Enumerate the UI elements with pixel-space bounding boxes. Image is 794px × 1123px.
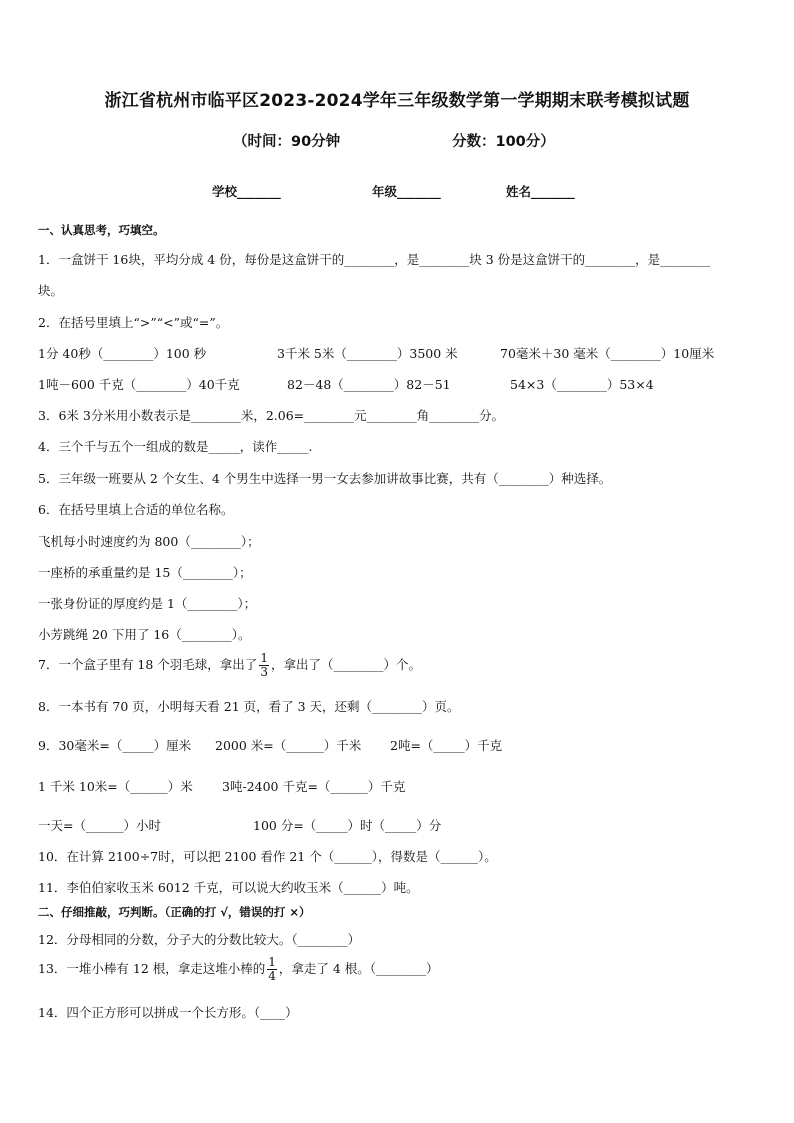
exam-title: 浙江省杭州市临平区2023-2024学年三年级数学第一学期期末联考模拟试题 xyxy=(104,91,690,111)
question-11: 11．李伯伯家收玉米 6012 千克，可以说大约收玉米（______）吨。 xyxy=(38,880,419,895)
question-7-text-before: 7．一个盒子里有 18 个羽毛球，拿出了 xyxy=(38,657,258,672)
school-label: 学校_______ xyxy=(212,184,281,199)
question-7 xyxy=(38,652,421,679)
question-2-item: 3千米 5米（________）3500 米 xyxy=(277,346,458,361)
question-13 xyxy=(38,956,439,983)
section-2-title: 二、仔细推敲，巧判断。（正确的打 √，错误的打 ×） xyxy=(38,905,311,919)
exam-score: 分数：100分） xyxy=(452,134,555,150)
question-2-item: 1吨－600 千克（________）40千克 xyxy=(38,377,240,392)
question-6-item-b: 一座桥的承重量约是 15（________）； xyxy=(38,565,252,580)
question-9-item: 一天=（______）小时 xyxy=(38,818,161,833)
question-7-text-after: ，拿出了（________）个。 xyxy=(270,657,421,672)
question-6-intro: 6．在括号里填上合适的单位名称。 xyxy=(38,502,234,517)
question-9-item: 2000 米=（______）千米 xyxy=(215,738,362,753)
grade-label: 年级_______ xyxy=(372,184,441,199)
fraction-one-third: $\frac{1}{3}$ xyxy=(260,651,268,679)
question-2-item: 1分 40秒（________）100 秒 xyxy=(38,346,207,361)
question-10: 10．在计算 2100÷7时，可以把 2100 看作 21 个（______），得数是（______）。 xyxy=(38,849,497,864)
question-14: 14．四个正方形可以拼成一个长方形。（____） xyxy=(38,1005,298,1020)
question-12: 12．分母相同的分数，分子大的分数比较大。（________） xyxy=(38,932,361,947)
question-2-item: 54×3（________）53×4 xyxy=(510,377,654,392)
question-13-text-before: 13．一堆小棒有 12 根，拿走这堆小棒的 xyxy=(38,961,266,976)
question-6-item-d: 小芳跳绳 20 下用了 16（________）。 xyxy=(38,627,251,642)
question-9-item: 3吨-2400 千克=（______）千克 xyxy=(222,779,406,794)
question-9-item: 9．30毫米=（_____）厘米 xyxy=(38,738,192,753)
question-4: 4．三个千与五个一组成的数是_____，读作_____. xyxy=(38,439,313,454)
section-1-title: 一、认真思考，巧填空。 xyxy=(38,223,165,237)
question-2-item: 70毫米＋30 毫米（________）10厘米 xyxy=(500,346,715,361)
name-label: 姓名_______ xyxy=(506,184,575,199)
question-6-item-a: 飞机每小时速度约为 800（________）； xyxy=(38,534,260,549)
question-9-item: 1 千米 10米=（______）米 xyxy=(38,779,193,794)
question-9-item: 2吨=（_____）千克 xyxy=(390,738,503,753)
question-3: 3．6米 3分米用小数表示是________米，2.06=________元________角________分。 xyxy=(38,408,505,423)
question-1-line-1: 1．一盒饼干 16块，平均分成 4 份，每份是这盒饼干的________，是________块 3 份是这盒饼干的________，是________ xyxy=(38,252,711,267)
question-8: 8．一本书有 70 页，小明每天看 21 页，看了 3 天，还剩（________）页。 xyxy=(38,699,460,714)
question-13-text-after: ，拿走了 4 根。（________） xyxy=(278,961,439,976)
question-9-item: 100 分=（_____）时（_____）分 xyxy=(253,818,442,833)
question-2-intro: 2．在括号里填上“>”“<”或“=”。 xyxy=(38,315,229,330)
exam-time: （时间：90分钟 xyxy=(233,134,341,150)
question-6-item-c: 一张身份证的厚度约是 1（________）； xyxy=(38,596,257,611)
question-5: 5．三年级一班要从 2 个女生、4 个男生中选择一男一女去参加讲故事比赛，共有（________）种选择。 xyxy=(38,471,612,486)
fraction-one-quarter: $\frac{1}{4}$ xyxy=(268,955,276,983)
question-1-line-2: 块。 xyxy=(38,283,64,298)
question-2-item: 82－48（________）82－51 xyxy=(287,377,451,392)
